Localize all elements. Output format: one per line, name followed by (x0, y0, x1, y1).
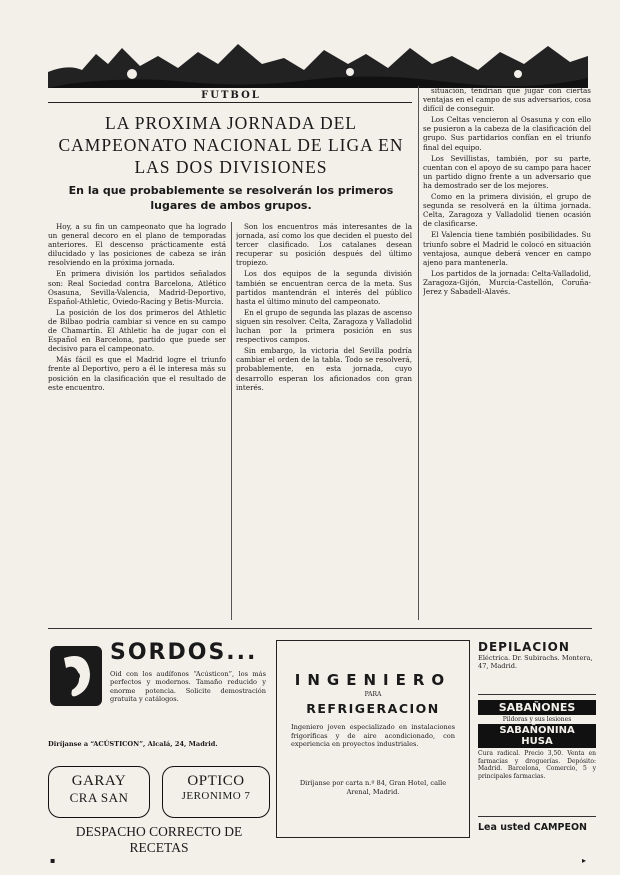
box-line: JERONIMO 7 (181, 790, 251, 802)
garay-box (48, 766, 150, 818)
ad-line: Pildoras y sus lesiones (502, 716, 572, 723)
section-label: FUTBOL (201, 90, 261, 101)
ad-body: Ingeniero joven especializado en instalaciones frigoríficas y de aire acondicionado, con experiencia en proyectos industriales. (291, 723, 455, 749)
paragraph: En el grupo de segunda las plazas de ascenso siguen sin resolver. Celta, Zaragoza y Valladolid luchan por la primera posición en sus respectivos campos. (236, 307, 412, 345)
paragraph: Sin embargo, la victoria del Sevilla podría cambiar el orden de la tabla. Todo se resolverá, probablemente, en esta jornada, cuyo desarrollo esperan los aficionados con gran interés. (236, 346, 412, 392)
box-line: CRA SAN (69, 790, 129, 805)
article-column-3 (423, 86, 591, 620)
ad-sordos (48, 640, 268, 756)
optico-box (162, 766, 270, 818)
brand-name: SABAÑONINA (478, 724, 596, 736)
subheadline: En la que probablemente se resolverán los primeros lugares de ambos grupos. (68, 184, 394, 212)
paragraph: Más fácil es que el Madrid logre el triunfo frente al Deportivo, pero a él le interesa más su posición en la clasificación que el resultado de este encuentro. (48, 355, 226, 392)
column-divider (418, 86, 419, 620)
paragraph: Los Celtas vencieron al Osasuna y con ello se pusieron a la cabeza de la clasificación del grupo. Sus partidarios confían en el triunfo final del equipo. (423, 115, 591, 152)
bullet-mark-icon: ▪ (50, 856, 56, 865)
ad-engineer (276, 640, 470, 838)
paragraph: La posición de los dos primeros del Athletic de Bilbao podría cambiar si vence en su campo de Chamartín. El Athletic ha de jugar con el Español en Barcelona, partido que puede ser decisivo para el campeonato. (48, 307, 226, 354)
ad-divider (478, 694, 596, 695)
box-line: OPTICO (187, 773, 245, 789)
paragraph: Hoy, a su fin un campeonato que ha logrado un general decoro en el plano de temporadas anteriores. El descenso prácticamente está dilucidado y las posiciones de cabeza se irán resolviendo en la próxima jornada. (48, 222, 226, 268)
ad-garay (48, 766, 268, 855)
paragraph: El Valencia tiene también posibilidades. Su triunfo sobre el Madrid le colocó en situación ventajosa, aunque deberá vencer en campo ajeno para mantenerla. (423, 230, 591, 267)
top-rule (48, 102, 412, 103)
bullet-mark-icon: ▸ (582, 856, 587, 865)
brand-name: HUSA (478, 736, 596, 748)
ads-divider (48, 628, 592, 629)
paragraph: Los partidos de la jornada: Celta-Valladolid, Zaragoza-Gijón, Murcia-Castellón, Coruña-Jerez y Sabadell-Alavés. (423, 268, 591, 296)
ear-illustration-icon (48, 644, 104, 708)
ad-campeon: Lea usted CAMPEON (478, 822, 587, 833)
box-line: GARAY (71, 773, 127, 789)
ad-body: Cura radical. Precio 3,50. Venta en farmacias y droguerías. Depósito: Madrid. Barcelona, Comercio, 5 y principales farmacias. (478, 750, 596, 780)
paragraph: Como en la primera división, el grupo de segunda se resolverá en la última jornada. Celta, Zaragoza y Valladolid tienen ocasión de clasificarse. (423, 192, 591, 229)
ad-tagline: DESPACHO CORRECTO DE RECETAS (75, 824, 243, 855)
ad-connector: PARA (364, 691, 382, 698)
ad-title: SABAÑONES (478, 700, 596, 715)
paragraph: Son los encuentros más interesantes de la jornada, así como los que deciden el puesto del tercer clasificado. Los catalanes desean recuperar su posición después del último tropiezo. (236, 222, 412, 268)
paragraph: Los dos equipos de la segunda división también se encuentran cerca de la meta. Sus partidos mantendrán el interés del público hasta el último minuto del campeonato. (236, 269, 412, 306)
ad-footer: Diríjanse por carta n.º 84, Gran Hotel, calle Arenal, Madrid. (299, 779, 447, 796)
ad-title: SORDOS... (110, 640, 258, 665)
ad-subtitle: REFRIGERACION (306, 701, 440, 716)
ad-title: DEPILACION (478, 640, 570, 654)
ad-body: Oid con los audífonos “Acústicon”, los más perfectos y modernos. Tamaño reducido y enorme potencia. Solicite demostración gratuita y catálogos. (110, 670, 266, 704)
paragraph: situación, tendrían que jugar con ciertas ventajas en el campo de sus adversarios, cosa difícil de conseguir. (423, 86, 591, 114)
sports-banner-illustration (48, 34, 588, 88)
ad-sabanones (478, 700, 596, 804)
ad-divider (478, 816, 596, 817)
ad-body: Eléctrica. Dr. Subirachs. Montera, 47, Madrid. (478, 654, 593, 671)
article-column-2 (236, 222, 412, 620)
column-divider (231, 222, 232, 620)
headline: LA PROXIMA JORNADA DEL CAMPEONATO NACIONAL DE LIGA EN LAS DOS DIVISIONES (58, 113, 404, 177)
paragraph: En primera división los partidos señalados son: Real Sociedad contra Barcelona, Atlético Osasuna, Sevilla-Valencia, Madrid-Deportivo, Español-Athletic, Oviedo-Racing y Betis-Murcia. (48, 269, 226, 306)
ad-depilacion (478, 640, 596, 692)
paragraph: Los Sevillistas, también, por su parte, cuentan con el apoyo de su campo para hacer un partido digno frente a un adversario que ha demostrado ser de los mejores. (423, 153, 591, 190)
ad-title: INGENIERO (294, 671, 452, 689)
ad-footer: Diríjanse a “ACÚSTICON”, Alcalá, 24, Madrid. (48, 740, 218, 748)
article-column-1 (48, 222, 226, 620)
